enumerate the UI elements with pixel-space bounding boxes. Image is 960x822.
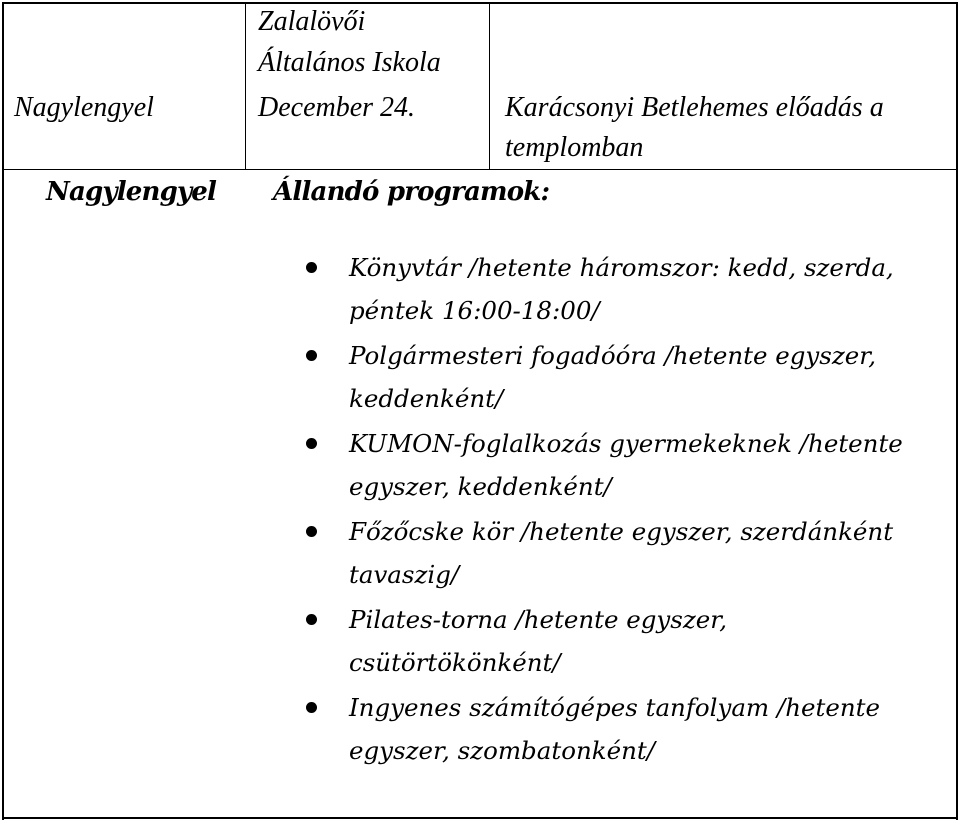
table-border-right	[956, 2, 958, 820]
list-item: Könyvtár /hetente háromszor: kedd, szerda, péntek 16:00-18:00/	[306, 246, 946, 332]
bullet-icon	[306, 262, 317, 273]
table-border-top	[2, 2, 958, 4]
bullet-icon	[306, 350, 317, 361]
program-list	[306, 246, 946, 774]
event-title-line-1: Karácsonyi Betlehemes előadás a	[505, 92, 884, 123]
column-divider-1	[245, 2, 246, 170]
list-item: Főzőcske kör /hetente egyszer, szerdánként tavaszig/	[306, 510, 946, 596]
list-item: KUMON-foglalkozás gyermekeknek /hetente egyszer, keddenként/	[306, 422, 946, 508]
bullet-icon	[306, 702, 317, 713]
programs-heading: Állandó programok:	[273, 177, 550, 207]
event-date: December 24.	[258, 92, 416, 123]
place-name: Nagylengyel	[14, 92, 154, 123]
list-item: Polgármesteri fogadóóra /hetente egyszer, keddenként/	[306, 334, 946, 420]
school-name-line-1: Zalalövői	[258, 6, 366, 37]
list-item: Pilates-torna /hetente egyszer, csütörtökönként/	[306, 598, 946, 684]
column-divider-2	[489, 2, 490, 170]
school-name-line-2: Általános Iskola	[258, 47, 441, 78]
list-item: Ingyenes számítógépes tanfolyam /hetente egyszer, szombatonként/	[306, 686, 946, 772]
event-title-line-2: templomban	[505, 132, 644, 163]
programs-place-name: Nagylengyel	[46, 177, 217, 207]
row-divider	[2, 169, 958, 170]
table-border-left	[2, 2, 4, 820]
bullet-icon	[306, 526, 317, 537]
table-border-bottom	[2, 817, 958, 819]
bullet-icon	[306, 614, 317, 625]
bullet-icon	[306, 438, 317, 449]
